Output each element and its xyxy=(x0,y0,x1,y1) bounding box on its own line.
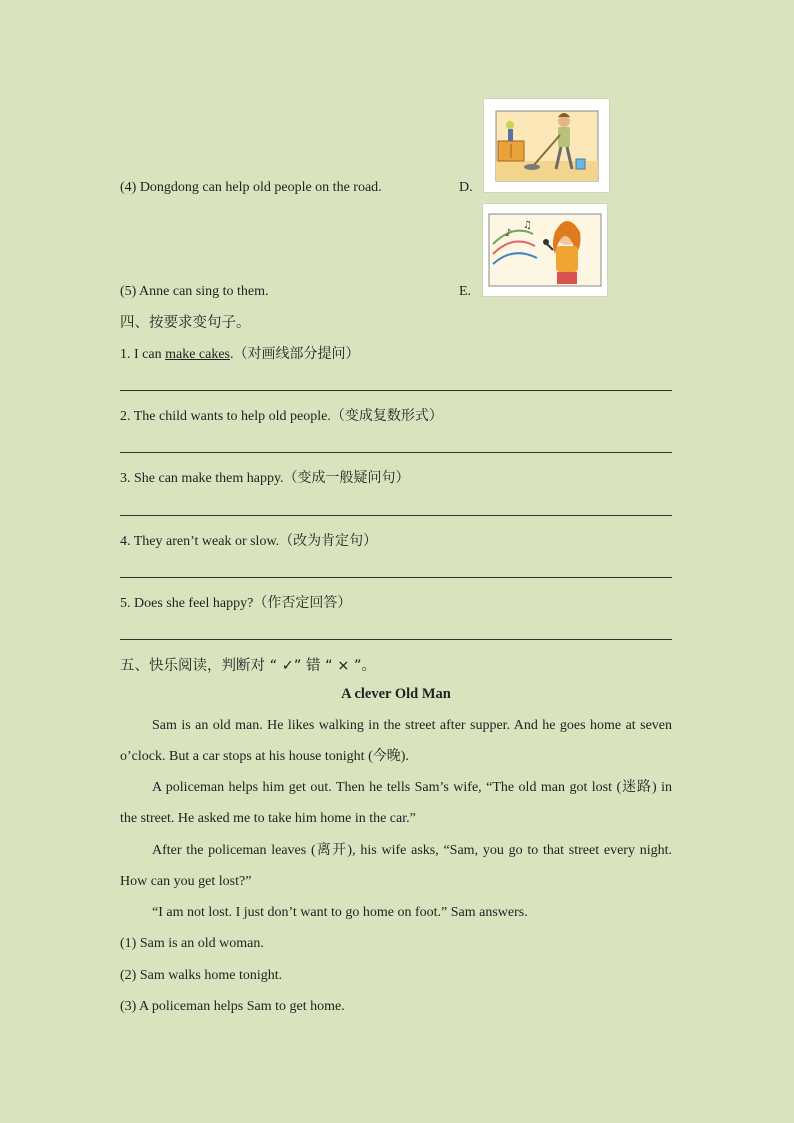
q1-prefix: 1. I can xyxy=(120,347,166,362)
answer-line-1[interactable] xyxy=(120,390,672,391)
match-letter-d: D. xyxy=(459,180,473,195)
passage-paragraph-1 xyxy=(120,710,672,772)
answer-line-4[interactable] xyxy=(120,577,672,578)
question-4-2: 2. The child wants to help old people.（变成复数形式） xyxy=(120,409,443,424)
passage-paragraph-3 xyxy=(120,835,672,897)
question-4-5: 5. Does she feel happy?（作否定回答） xyxy=(120,596,352,611)
paragraph-1-text: Sam is an old man. He likes walking in the street after supper. And he goes home at seven o’clock. But a car stops at his house tonight (今晚). xyxy=(120,718,672,764)
section-4-heading: 四、按要求变句子。 xyxy=(120,315,251,331)
answer-line-5[interactable] xyxy=(120,639,672,640)
judge-question-2: (2) Sam walks home tonight. xyxy=(120,968,283,983)
paragraph-2-text: A policeman helps him get out. Then he tells Sam’s wife, “The old man got lost (迷路) in the street. He asked me to take him home in the car.” xyxy=(120,780,672,826)
judge-question-1: (1) Sam is an old woman. xyxy=(120,936,264,951)
passage-paragraph-2 xyxy=(120,772,672,834)
q1-suffix: .（对画线部分提问） xyxy=(230,347,360,362)
judge-question-3: (3) A policeman helps Sam to get home. xyxy=(120,999,345,1014)
answer-line-3[interactable] xyxy=(120,515,672,516)
girl-singing-illustration xyxy=(483,204,607,296)
answer-line-2[interactable] xyxy=(120,452,672,453)
svg-text:♪: ♪ xyxy=(505,228,512,239)
section-5-heading: 五、快乐阅读，判断对 “ ✓” 错 “ × ”。 xyxy=(120,658,377,674)
match-item-5: (5) Anne can sing to them. xyxy=(120,284,269,299)
question-4-4: 4. They aren’t weak or slow.（改为肯定句） xyxy=(120,534,378,549)
match-letter-e: E. xyxy=(459,284,472,299)
picture-boy-mopping xyxy=(483,98,610,193)
match-item-4: (4) Dongdong can help old people on the road. xyxy=(120,180,382,195)
question-4-1 xyxy=(120,343,360,363)
boy-mopping-illustration xyxy=(484,99,609,192)
passage-paragraph-4 xyxy=(120,897,672,928)
passage-title: A clever Old Man xyxy=(341,686,451,702)
paragraph-4-text: “I am not lost. I just don’t want to go home on foot.” Sam answers. xyxy=(152,905,528,920)
question-4-3: 3. She can make them happy.（变成一般疑问句） xyxy=(120,471,410,486)
q1-underlined: make cakes xyxy=(165,347,231,362)
svg-text:♫: ♫ xyxy=(523,220,532,231)
picture-girl-singing xyxy=(482,203,608,297)
paragraph-3-text: After the policeman leaves (离开), his wife asks, “Sam, you go to that street every night. How can you get lost?” xyxy=(120,843,672,889)
